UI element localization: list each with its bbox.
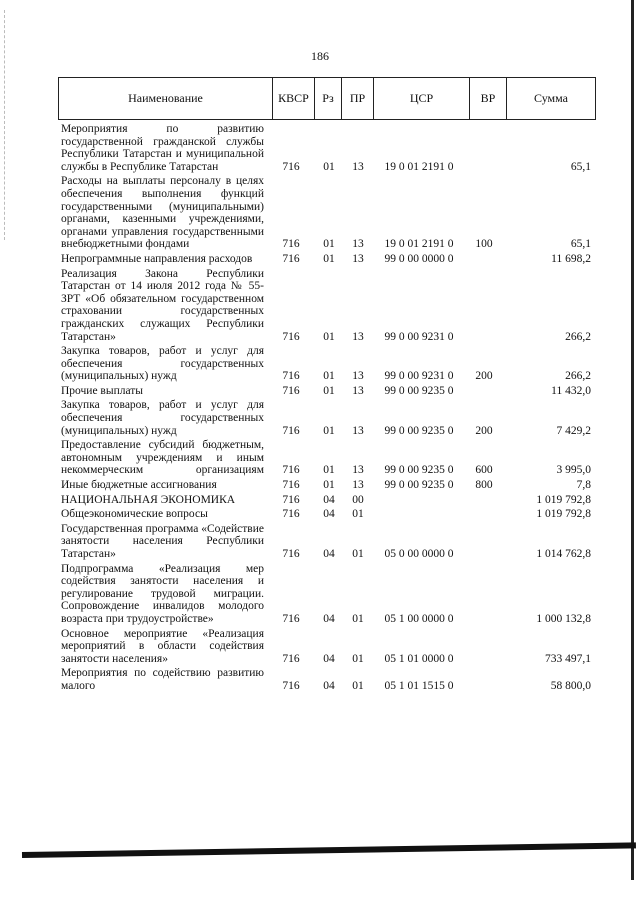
row-rz: 01: [323, 424, 335, 437]
row-csr: 99 0 00 9231 0: [384, 370, 454, 383]
header-name: Наименование: [128, 91, 203, 105]
row-csr: 99 0 00 9231 0: [384, 330, 454, 343]
table-row: [61, 268, 596, 344]
row-sum: 733 497,1: [545, 652, 591, 665]
row-kvsr: 716: [282, 384, 300, 397]
row-csr: 05 1 00 0000 0: [384, 612, 454, 625]
table-row: [61, 175, 596, 251]
row-rz: 01: [323, 252, 335, 265]
left-margin-dots: [4, 10, 6, 240]
row-rz: 04: [323, 508, 335, 521]
row-csr: 99 0 00 9235 0: [384, 424, 454, 437]
row-sum: 11 698,2: [551, 252, 591, 265]
row-csr: 99 0 00 9235 0: [384, 384, 454, 397]
table-row: [61, 667, 596, 692]
row-sum: 266,2: [565, 370, 591, 383]
page-number: 186: [311, 49, 329, 63]
row-kvsr: 716: [282, 548, 300, 560]
row-rz: 01: [323, 160, 335, 173]
scan-bottom-bar: [22, 842, 636, 858]
row-pr: 13: [352, 160, 364, 173]
row-kvsr: 716: [282, 370, 300, 383]
table-header: [58, 77, 596, 120]
row-csr: 99 0 00 9235 0: [384, 464, 454, 477]
table-row: [61, 479, 596, 492]
row-rz: 04: [323, 493, 335, 506]
row-pr: 13: [352, 384, 364, 397]
row-rz: 01: [323, 238, 335, 251]
row-pr: 01: [352, 679, 364, 692]
table-row: [61, 123, 596, 173]
row-rz: 01: [323, 464, 335, 477]
row-sum: 58 800,0: [550, 679, 591, 692]
row-sum: 1 014 762,8: [536, 548, 591, 560]
row-kvsr: 716: [282, 493, 300, 506]
row-sum: 1 019 792,8: [536, 508, 591, 521]
row-rz: 04: [323, 679, 335, 692]
row-name: Мероприятия по содействию развитию малого: [61, 667, 264, 692]
row-name: Расходы на выплаты персоналу в целях обеспечения выполнения функций государственными (муниципальными) органами, казенными учреждениями, органами управления государственными внебюджетными фондами: [61, 175, 264, 251]
row-kvsr: 716: [282, 612, 300, 625]
row-pr: 00: [352, 493, 364, 506]
row-pr: 13: [352, 252, 364, 265]
row-kvsr: 716: [282, 508, 300, 521]
row-pr: 13: [352, 424, 364, 437]
row-rz: 01: [323, 384, 335, 397]
row-vr: 100: [475, 238, 493, 251]
row-kvsr: 716: [282, 330, 300, 343]
row-pr: 01: [352, 652, 364, 665]
row-name: Прочие выплаты: [61, 384, 144, 397]
row-sum: 3 995,0: [556, 464, 591, 477]
row-sum: 65,1: [570, 238, 591, 251]
row-pr: 13: [352, 330, 364, 343]
scan-right-edge: [631, 0, 634, 880]
table-row: [61, 345, 596, 383]
row-rz: 04: [323, 652, 335, 665]
table-row: [61, 385, 596, 398]
row-csr: 19 0 01 2191 0: [384, 238, 454, 251]
header-sum: Сумма: [506, 78, 595, 119]
row-pr: 13: [352, 238, 364, 251]
header-pr: ПР: [341, 78, 373, 119]
table-row: [61, 628, 596, 666]
row-kvsr: 716: [282, 464, 300, 477]
row-name: Мероприятия по развитию государственной гражданской службы Республики Татарстан и муниципальной службы в Республике Татарстан: [61, 123, 264, 173]
row-sum: 11 432,0: [551, 384, 591, 397]
row-name: Закупка товаров, работ и услуг для обеспечения государственных (муниципальных) нужд: [61, 345, 264, 383]
row-csr: 05 1 01 1515 0: [384, 679, 454, 692]
header-kvsr: КВСР: [272, 78, 314, 119]
row-rz: 04: [323, 612, 335, 625]
row-name: Непрограммные направления расходов: [61, 252, 253, 265]
header-csr: ЦСР: [373, 78, 469, 119]
table-row: [61, 523, 596, 561]
row-kvsr: 716: [282, 424, 300, 437]
row-pr: 13: [352, 370, 364, 383]
row-name: Предоставление субсидий бюджетным, автономным учреждениям и иным некоммерческим организациям: [61, 439, 264, 477]
row-pr: 13: [352, 464, 364, 477]
row-kvsr: 716: [282, 252, 300, 265]
header-vr: ВР: [469, 78, 506, 119]
row-rz: 01: [323, 370, 335, 383]
row-sum: 1 019 792,8: [536, 493, 591, 506]
row-kvsr: 716: [282, 679, 300, 692]
row-kvsr: 716: [282, 652, 300, 665]
table-row: [61, 253, 596, 266]
row-sum: 7,8: [576, 479, 591, 492]
row-name: Подпрограмма «Реализация мер содействия занятости населения и регулирование трудовой миграции. Сопровождение инвалидов молодого возраста при трудоустройстве»: [61, 562, 264, 625]
table-row: [61, 508, 596, 521]
row-sum: 65,1: [570, 160, 591, 173]
header-rz: Рз: [314, 78, 341, 119]
row-pr: 01: [352, 612, 364, 625]
row-vr: 200: [475, 370, 493, 383]
row-pr: 01: [352, 548, 364, 560]
table-row: [61, 563, 596, 626]
table-row: [61, 399, 596, 437]
row-name: Реализация Закона Республики Татарстан от 14 июля 2012 года № 55-ЗРТ «Об обязательном государственном страховании государственных гражданских служащих Республики Татарстан»: [61, 267, 264, 343]
table-row: [61, 439, 596, 477]
row-sum: 7 429,2: [556, 424, 591, 437]
row-csr: 05 0 00 0000 0: [384, 548, 454, 560]
row-name: Иные бюджетные ассигнования: [61, 479, 217, 492]
row-csr: 99 0 00 9235 0: [384, 479, 454, 492]
row-rz: 01: [323, 330, 335, 343]
row-vr: 800: [475, 479, 493, 492]
row-kvsr: 716: [282, 238, 300, 251]
row-csr: 99 0 00 0000 0: [384, 252, 454, 265]
row-vr: 200: [475, 424, 493, 437]
row-rz: 01: [323, 479, 335, 492]
row-kvsr: 716: [282, 479, 300, 492]
row-name: Основное мероприятие «Реализация мероприятий в области содействия занятости населения»: [61, 627, 264, 665]
row-name: Государственная программа «Содействие занятости населения Республики Татарстан»: [61, 522, 264, 560]
row-name: Закупка товаров, работ и услуг для обеспечения государственных (муниципальных) нужд: [61, 399, 264, 437]
row-name: НАЦИОНАЛЬНАЯ ЭКОНОМИКА: [61, 493, 236, 506]
row-pr: 13: [352, 479, 364, 492]
table-body: [61, 123, 596, 693]
row-rz: 04: [323, 548, 335, 560]
row-vr: 600: [475, 464, 493, 477]
row-sum: 266,2: [565, 330, 591, 343]
row-kvsr: 716: [282, 160, 300, 173]
row-pr: 01: [352, 508, 364, 521]
table-row: [61, 494, 596, 507]
row-csr: 05 1 01 0000 0: [384, 652, 454, 665]
row-name: Общеэкономические вопросы: [61, 508, 208, 521]
row-csr: 19 0 01 2191 0: [384, 160, 454, 173]
row-sum: 1 000 132,8: [536, 612, 591, 625]
